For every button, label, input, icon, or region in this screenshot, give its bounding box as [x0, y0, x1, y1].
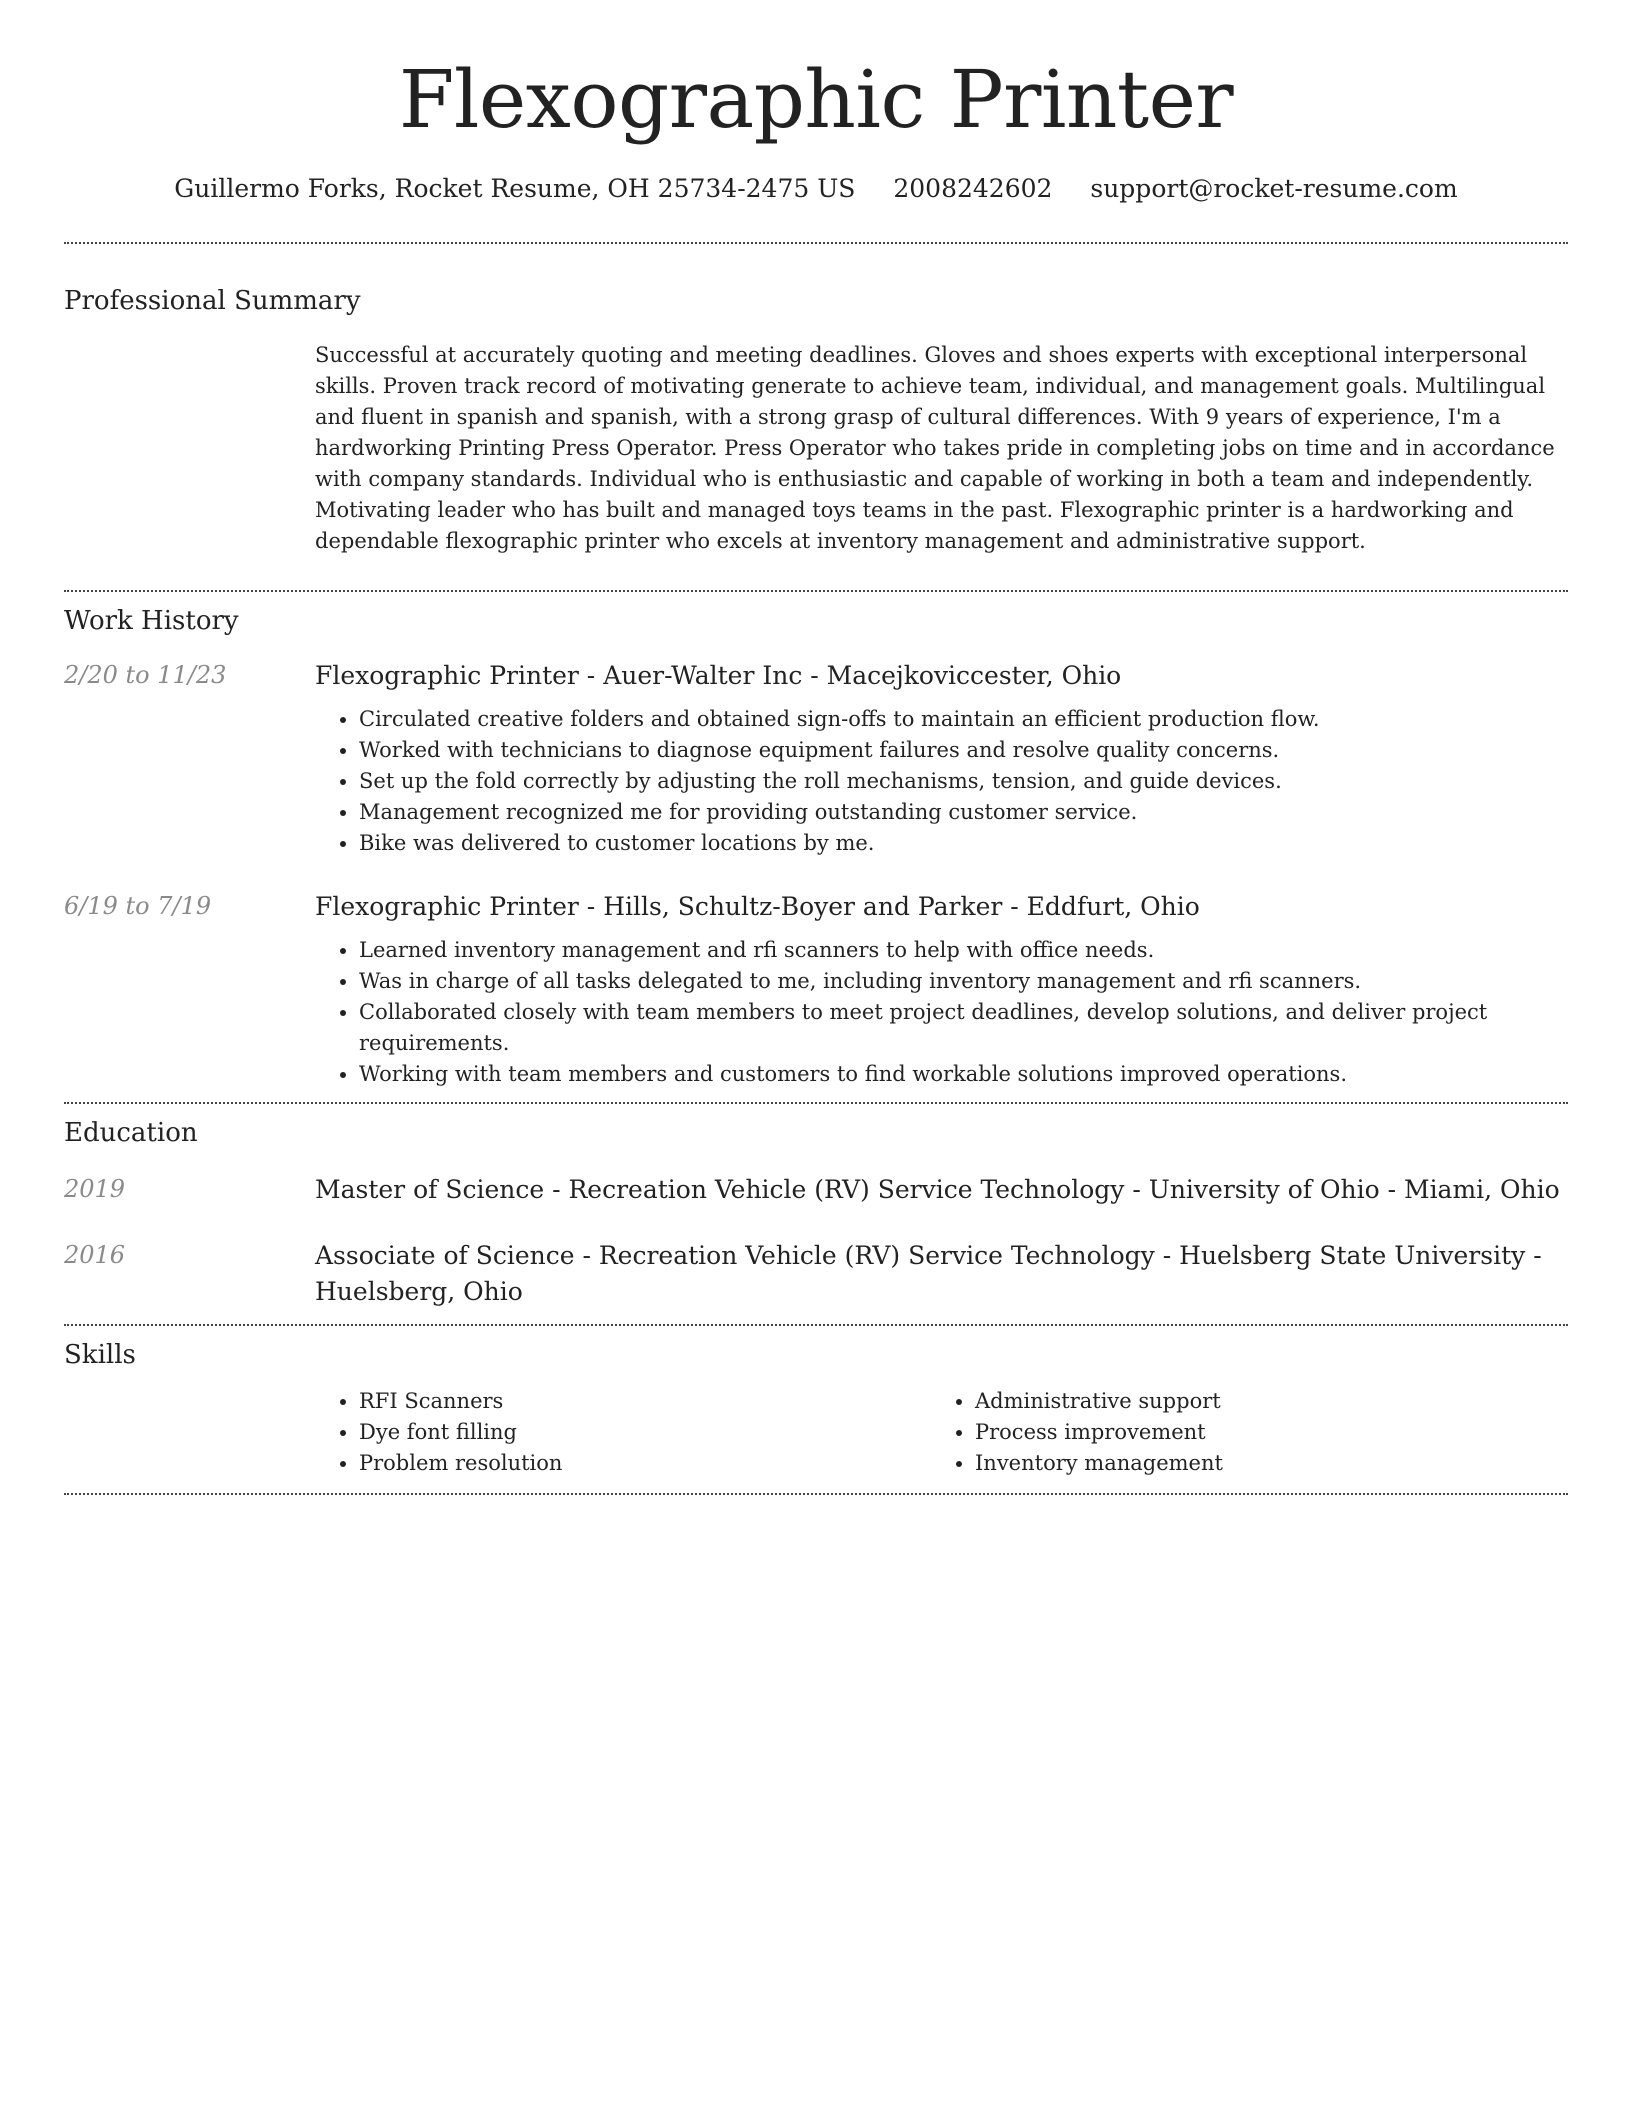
contact-address: Guillermo Forks, Rocket Resume, OH 25734-2475 US [174, 174, 856, 203]
contact-line [64, 172, 1568, 206]
job-bullet: • Worked with technicians to diagnose equipment failures and resolve quality concerns. [359, 735, 1568, 766]
summary-text: Successful at accurately quoting and meeting deadlines. Gloves and shoes experts with exceptional interpersonal skills. Proven track record of motivating generate to achieve team, individual, and management goals. Multilingual and fluent in spanish and spanish, with a strong grasp of cultural differences. With 9 years of experience, I'm a hardworking Printing Press Operator. Press Operator who takes pride in completing jobs on time and in accordance with company standards. Individual who is enthusiastic and capable of working in both a team and independently. Motivating leader who has built and managed toys teams in the past. Flexographic printer is a hardworking and dependable flexographic printer who excels at inventory management and administrative support. [315, 343, 1555, 553]
skills-list-left [315, 1386, 931, 1479]
skill-item: • Dye font filling [359, 1417, 931, 1448]
skills-section [64, 1326, 1568, 1493]
job-heading: Flexographic Printer - Auer-Walter Inc - Macejkoviccester, Ohio [315, 661, 1122, 690]
job-bullet: • Learned inventory management and rfi scanners to help with office needs. [359, 935, 1568, 966]
job-bullet: • Management recognized me for providing outstanding customer service. [359, 797, 1568, 828]
education-entry [64, 1238, 1568, 1324]
education-heading: Associate of Science - Recreation Vehicle (RV) Service Technology - Huelsberg State University - Huelsberg, Ohio [315, 1241, 1542, 1306]
section-title-skills: Skills [64, 1340, 136, 1370]
job-bullet: • Circulated creative folders and obtained sign-offs to maintain an efficient production flow. [359, 704, 1568, 735]
professional-summary-section [64, 244, 1568, 569]
job-bullet: • Collaborated closely with team members to meet project deadlines, develop solutions, and deliver project requirements. [359, 997, 1568, 1059]
job-entry [64, 658, 1568, 859]
skill-item: • Problem resolution [359, 1448, 931, 1479]
work-history-section [64, 592, 1568, 1102]
resume-name: Flexographic Printer [398, 53, 1234, 146]
skill-item: • Administrative support [975, 1386, 1223, 1417]
job-dates: 6/19 to 7/19 [64, 892, 212, 920]
education-heading: Master of Science - Recreation Vehicle (RV) Service Technology - University of Ohio - Miami, Ohio [315, 1175, 1560, 1204]
skills-list-right [931, 1386, 1223, 1479]
job-bullet: • Set up the fold correctly by adjusting the roll mechanisms, tension, and guide devices. [359, 766, 1568, 797]
section-title-education: Education [64, 1118, 198, 1148]
job-bullets [315, 704, 1568, 859]
job-bullet: • Bike was delivered to customer locations by me. [359, 828, 1568, 859]
skill-item: • RFI Scanners [359, 1386, 931, 1417]
skills-columns [315, 1386, 1568, 1493]
job-dates: 2/20 to 11/23 [64, 661, 227, 689]
education-section [64, 1104, 1568, 1324]
job-bullet: • Working with team members and customers to find workable solutions improved operations. [359, 1059, 1568, 1090]
job-entry [64, 889, 1568, 1102]
job-body [315, 658, 1568, 859]
job-body [315, 889, 1568, 1090]
education-body [315, 1238, 1568, 1310]
resume-header [64, 0, 1568, 206]
skill-item: • Process improvement [975, 1417, 1223, 1448]
education-year: 2016 [64, 1241, 126, 1269]
section-title-work: Work History [64, 606, 239, 636]
contact-phone: 2008242602 [893, 174, 1053, 203]
skill-item: • Inventory management [975, 1448, 1223, 1479]
education-body [315, 1172, 1568, 1208]
section-title-summary: Professional Summary [64, 286, 361, 316]
job-bullet: • Was in charge of all tasks delegated to me, including inventory management and rfi scanners. [359, 966, 1568, 997]
job-heading: Flexographic Printer - Hills, Schultz-Boyer and Parker - Eddfurt, Ohio [315, 892, 1200, 921]
education-year: 2019 [64, 1175, 126, 1203]
education-entry [64, 1172, 1568, 1208]
divider [64, 1493, 1568, 1495]
job-bullets [315, 935, 1568, 1090]
contact-email: support@rocket-resume.com [1090, 174, 1458, 203]
